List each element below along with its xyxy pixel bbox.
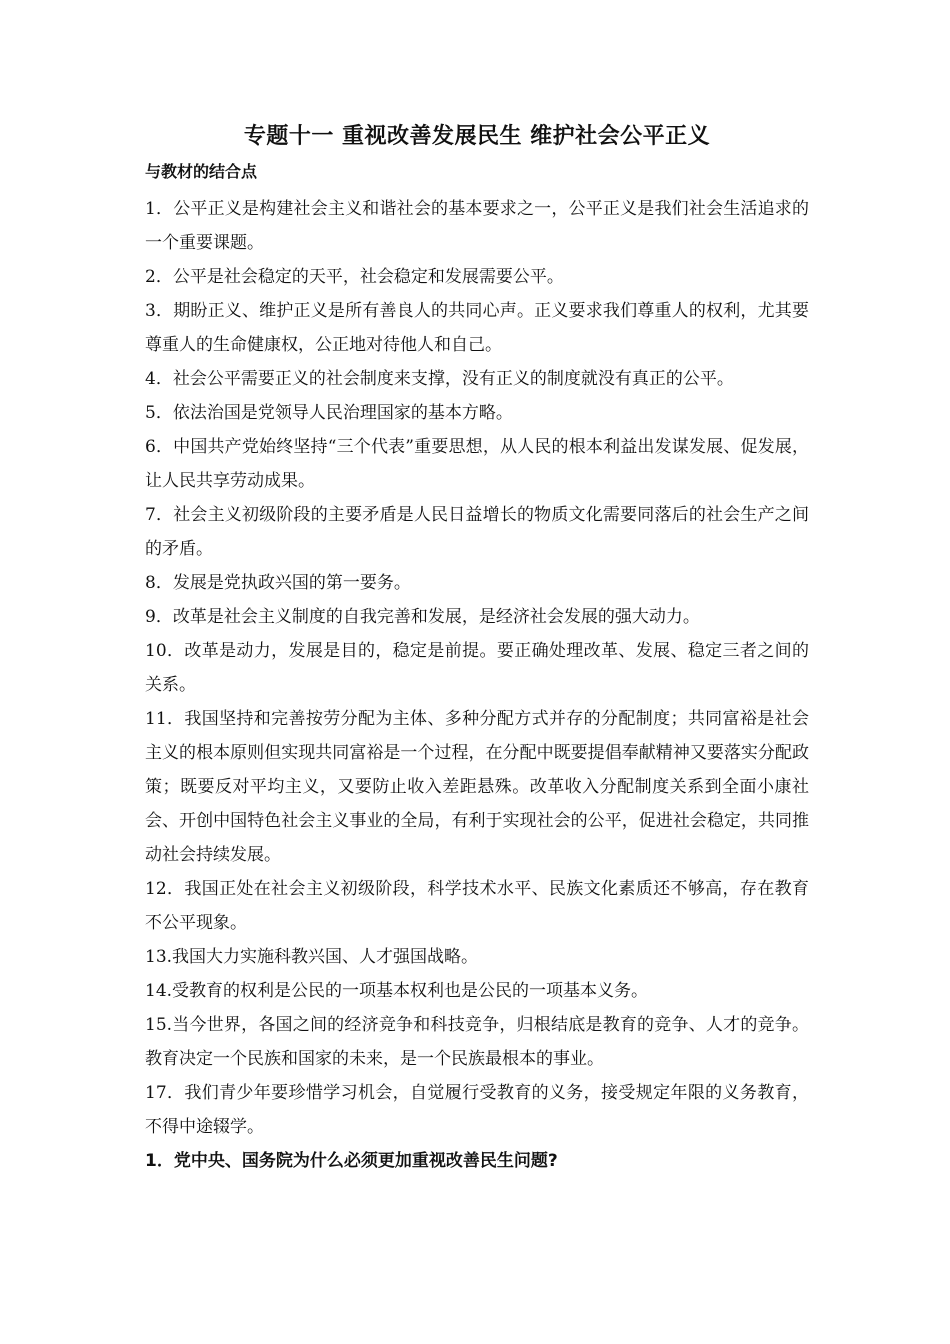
list-item: 15.当今世界，各国之间的经济竞争和科技竞争，归根结底是教育的竞争、人才的竞争。教育决定一个民族和国家的未来，是一个民族最根本的事业。 — [145, 1015, 809, 1069]
question-heading: 1．党中央、国务院为什么必须更加重视改善民生问题? — [145, 1151, 558, 1171]
document-content — [145, 118, 809, 1178]
page-title: 专题十一 重视改善发展民生 维护社会公平正义 — [243, 124, 711, 149]
list-item: 11．我国坚持和完善按劳分配为主体、多种分配方式并存的分配制度；共同富裕是社会主义的根本原则但实现共同富裕是一个过程，在分配中既要提倡奉献精神又要落实分配政策；既要反对平均主义，又要防止收入差距悬殊。改革收入分配制度关系到全面小康社会、开创中国特色社会主义事业的全局，有利于实现社会的公平，促进社会稳定，共同推动社会持续发展。 — [145, 709, 809, 865]
list-item: 9．改革是社会主义制度的自我完善和发展，是经济社会发展的强大动力。 — [145, 607, 700, 627]
list-item: 1．公平正义是构建社会主义和谐社会的基本要求之一，公平正义是我们社会生活追求的一个重要课题。 — [145, 199, 809, 253]
list-item: 12．我国正处在社会主义初级阶段，科学技术水平、民族文化素质还不够高，存在教育不公平现象。 — [145, 879, 809, 933]
list-item: 3．期盼正义、维护正义是所有善良人的共同心声。正义要求我们尊重人的权利，尤其要尊重人的生命健康权，公正地对待他人和自己。 — [145, 301, 809, 355]
list-item: 5．依法治国是党领导人民治理国家的基本方略。 — [145, 403, 513, 423]
list-item: 13.我国大力实施科教兴国、人才强国战略。 — [145, 947, 479, 967]
list-item: 8．发展是党执政兴国的第一要务。 — [145, 573, 411, 593]
list-item: 17．我们青少年要珍惜学习机会，自觉履行受教育的义务，接受规定年限的义务教育，不得中途辍学。 — [145, 1083, 809, 1137]
list-item: 2．公平是社会稳定的天平，社会稳定和发展需要公平。 — [145, 267, 564, 287]
list-item: 7．社会主义初级阶段的主要矛盾是人民日益增长的物质文化需要同落后的社会生产之间的矛盾。 — [145, 505, 809, 559]
list-item: 6．中国共产党始终坚持“三个代表”重要思想，从人民的根本利益出发谋发展、促发展，让人民共享劳动成果。 — [145, 437, 809, 491]
list-item: 4．社会公平需要正义的社会制度来支撑，没有正义的制度就没有真正的公平。 — [145, 369, 734, 389]
list-item: 10．改革是动力，发展是目的，稳定是前提。要正确处理改革、发展、稳定三者之间的关系。 — [145, 641, 809, 695]
list-item: 14.受教育的权利是公民的一项基本权利也是公民的一项基本义务。 — [145, 981, 649, 1001]
section-heading: 与教材的结合点 — [145, 162, 258, 181]
